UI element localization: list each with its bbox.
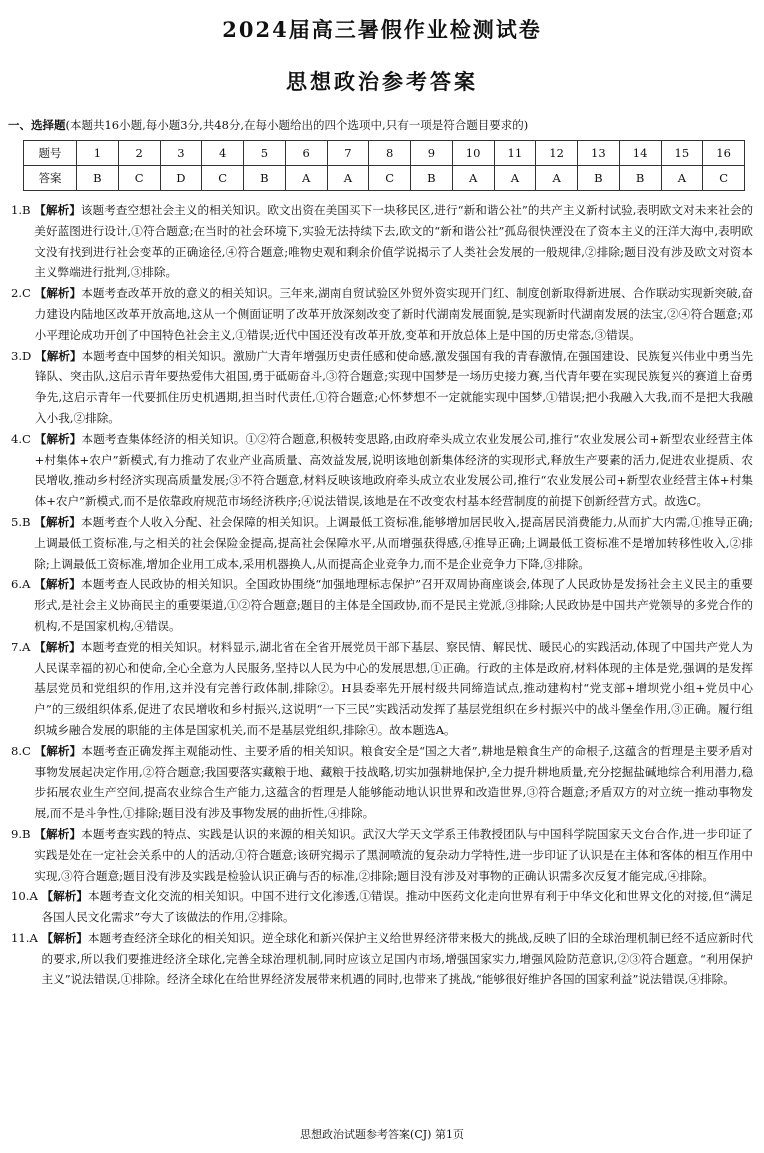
answer-cell: B <box>619 166 661 191</box>
analysis-tag: 【解析】 <box>41 889 89 904</box>
answer-cell: B <box>411 166 453 191</box>
question-number: 11 <box>494 141 536 166</box>
item-number: 5.B <box>11 514 35 529</box>
question-number: 15 <box>661 141 703 166</box>
item-number: 11.A <box>11 930 42 945</box>
item-text: 本题考查实践的特点、实践是认识的来源的相关知识。武汉大学天文学系王伟教授团队与中国科学院国家天文台合作,进一步印证了实践是处在一定社会关系中的人的活动,①符合题意;该研究揭示了黑洞喷流的复杂动力学特性,进一步印证了认识是在主体和客体的相互作用中实现,③符合题意;题目没有涉及实践是检验认识正确与否的标准,②排除;题目没有涉及对事物的正确认识需多次反复才能完成,④排除。 <box>34 826 753 883</box>
item-text: 本题考查集体经济的相关知识。①②符合题意,积极转变思路,由政府牵头成立农业发展公司,推行“农业发展公司+新型农业经营主体+村集体+农户”新模式,有力推动了农业产业高质量、高效益发展,说明该地创新集体经济的实现形式,释放生产要素的活力,促进农业提质、农民增收,推动乡村经济实现高质量发展;③不符合题意,材料反映该地政府牵头成立农业发展公司,推行“农业发展公司+新型农业经营主体+村集体+农户”新模式,而不是依靠政府规范市场经济秩序;④说法错误,该地是在不改变农村基本经营制度的前提下创新经营方式。故选C。 <box>34 431 753 509</box>
explanation-item <box>11 824 753 886</box>
question-number: 13 <box>578 141 620 166</box>
answer-cell: C <box>202 166 244 191</box>
question-number: 7 <box>327 141 369 166</box>
explanation-item <box>11 283 753 345</box>
section-heading <box>8 117 760 133</box>
answer-cell: A <box>452 166 494 191</box>
analysis-tag: 【解析】 <box>34 203 81 217</box>
item-number: 7.A <box>11 639 35 654</box>
section-label: 一、选择题 <box>8 118 66 132</box>
question-number: 3 <box>160 141 202 166</box>
answer-cell: A <box>661 166 703 191</box>
question-number: 10 <box>452 141 494 166</box>
answer-cell: B <box>77 166 119 191</box>
answer-cell: B <box>578 166 620 191</box>
analysis-tag: 【解析】 <box>34 826 82 841</box>
analysis-tag: 【解析】 <box>41 930 88 945</box>
item-text: 本题考查党的相关知识。材料显示,湖北省在全省开展党员干部下基层、察民情、解民忧、暖民心的实践活动,体现了中国共产党人为人民谋幸福的初心和使命,全心全意为人民服务,坚持以人民为中心的发展思想,①正确。行政的主体是政府,材料体现的主体是党,强调的是发挥基层党员和党组织的作用,这并没有完善行政体制,排除②。H县委率先开展村级共同缔造试点,推动建构村“党支部+增坝党小组+党员中心户”的三级组织体系,促进了农民增收和乡村振兴,这说明“一下三民”实践活动发挥了基层党组织在乡村振兴中的战斗堡垒作用,③正确。履行组织城乡融合发展的职能的主体是国家机关,而不是基层党组织,排除④。故本题选A。 <box>34 639 753 737</box>
explanation-item <box>11 886 753 928</box>
item-text: 本题考查个人收入分配、社会保障的相关知识。上调最低工资标准,能够增加居民收入,提高居民消费能力,从而扩大内需,①推导正确;上调最低工资标准,与之相关的社会保险金提高,提高社会保障水平,从而增强获得感,④推导正确;上调最低工资标准不是增加转移性收入,②排除;上调最低工资标准,增加企业用工成本,采用机器换人,从而提高企业竞争力,而不是企业竞争力下降,③排除。 <box>34 514 753 571</box>
analysis-tag: 【解析】 <box>34 743 82 758</box>
answer-key-title: 思想政治参考答案 <box>286 69 478 94</box>
explanation-item <box>11 574 753 636</box>
answer-cell: A <box>327 166 369 191</box>
item-number: 9.B <box>11 826 35 841</box>
question-number-row <box>24 141 745 166</box>
analysis-tag: 【解析】 <box>34 286 82 301</box>
item-number: 2.C <box>11 286 35 301</box>
item-number: 4.C <box>11 431 35 446</box>
section-note: (本题共16小题,每小题3分,共48分,在每小题给出的四个选项中,只有一项是符合题目要求的) <box>65 118 529 132</box>
answer-cell: C <box>703 166 745 191</box>
explanation-item <box>11 741 753 824</box>
answer-table <box>23 140 745 191</box>
row-header-number: 题号 <box>24 141 77 166</box>
answer-cell: B <box>244 166 286 191</box>
analysis-tag: 【解析】 <box>34 431 82 446</box>
explanation-list <box>11 200 753 990</box>
analysis-tag: 【解析】 <box>34 639 81 654</box>
item-text: 该题考查空想社会主义的相关知识。欧文出资在美国买下一块移民区,进行“新和谐公社”的共产主义新村试验,表明欧文对未来社会的美好蓝图进行设计,①符合题意;在当时的社会环境下,实验无法持续下去,欧文的“新和谐公社”孤岛很快湮没在了资本主义的汪洋大海中,表明欧文没有找到进行社会变革的正确途径,④符合题意;唯物史观和剩余价值学说揭示了人类社会发展的一般规律,②排除;题目没有涉及欧文对资本主义弊端进行批判,③排除。 <box>34 203 753 280</box>
item-number: 1.B <box>11 203 35 217</box>
row-header-answer: 答案 <box>24 166 77 191</box>
answer-cell: A <box>536 166 578 191</box>
question-number: 8 <box>369 141 411 166</box>
item-text: 本题考查中国梦的相关知识。激励广大青年增强历史责任感和使命感,激发强国有我的青春激情,在强国建设、民族复兴伟业中勇当先锋队、突击队,这启示青年要热爱伟大祖国,勇于砥砺奋斗,③符合题意;实现中国梦是一场历史接力赛,当代青年要在实现民族复兴的赛道上奋勇争先,这启示青年一代要抓住历史机遇期,担当时代责任,①符合题意;心怀梦想不一定就能实现中国梦,①错误;把小我融入大我,而不是把大我融入小我,②排除。 <box>35 348 753 425</box>
item-text: 本题考查改革开放的意义的相关知识。三年来,湖南自贸试验区外贸外资实现开门红、制度创新取得新进展、合作联动实现新突破,奋力建设内陆地区改革开放高地,这从一个侧面证明了改革开放深刻改变了新时代湖南发展面貌,是实现新时代湖南发展的法宝,②④符合题意;邓小平理论成功开创了中国特色社会主义,①错误;近代中国还没有改革开放,变革和开放总体上是中国的历史常态,③错误。 <box>34 286 753 342</box>
answer-row <box>24 166 745 191</box>
question-number: 4 <box>202 141 244 166</box>
explanation-item <box>11 200 753 283</box>
explanation-item <box>11 928 753 990</box>
question-number: 6 <box>285 141 327 166</box>
explanation-item <box>11 637 753 741</box>
item-text: 本题考查文化交流的相关知识。中国不进行文化渗透,①错误。推动中医药文化走向世界有利于中华文化和世界文化的对接,但“满足各国人民文化需求”夸大了该做法的作用,②排除。 <box>41 889 753 925</box>
answer-cell: C <box>369 166 411 191</box>
answer-cell: C <box>118 166 160 191</box>
question-number: 16 <box>703 141 745 166</box>
item-text: 本题考查人民政协的相关知识。全国政协围绕“加强地理标志保护”召开双周协商座谈会,体现了人民政协是发扬社会主义民主的重要形式,是社会主义协商民主的重要渠道,①②符合题意;题目的主体是全国政协,而不是民主党派,③排除;人民政协是中国共产党领导的多党合作的机构,不是国家机构,④错误。 <box>34 577 753 633</box>
explanation-item <box>11 429 753 512</box>
question-number: 2 <box>118 141 160 166</box>
question-number: 5 <box>244 141 286 166</box>
item-number: 10.A <box>11 889 42 904</box>
page-footer: 思想政治试题参考答案(CJ) 第1页 <box>300 1128 464 1141</box>
question-number: 12 <box>536 141 578 166</box>
explanation-item <box>11 512 753 574</box>
item-number: 6.A <box>11 577 35 592</box>
question-number: 1 <box>77 141 119 166</box>
explanation-item <box>11 346 753 429</box>
analysis-tag: 【解析】 <box>35 348 82 363</box>
answer-cell: A <box>285 166 327 191</box>
item-number: 3.D <box>11 348 36 363</box>
item-text: 本题考查经济全球化的相关知识。逆全球化和新兴保护主义给世界经济带来极大的挑战,反映了旧的全球治理机制已经不适应新时代的要求,所以我们要推进经济全球化,完善全球治理机制,同时应该立足国内市场,增强国家实力,增强风险防范意识,②③符合题意。“利用保护主义”说法错误,①排除。经济全球化在给世界经济发展带来机遇的同时,也带来了挑战,“能够很好维护各国的国家利益”说法错误,④排除。 <box>41 930 753 987</box>
answer-cell: A <box>494 166 536 191</box>
item-number: 8.C <box>11 743 35 758</box>
question-number: 9 <box>411 141 453 166</box>
question-number: 14 <box>619 141 661 166</box>
analysis-tag: 【解析】 <box>34 514 81 529</box>
answer-cell: D <box>160 166 202 191</box>
item-text: 本题考查正确发挥主观能动性、主要矛盾的相关知识。粮食安全是“国之大者”,耕地是粮食生产的命根子,这蕴含的哲理是主要矛盾对事物发展起决定作用,②符合题意;我国要落实藏粮于地、藏粮于技战略,切实加强耕地保护,全力提升耕地质量,充分挖掘盐碱地综合利用潜力,稳步拓展农业生产空间,提高农业综合生产能力,这蕴含的哲理是人能够能动地认识世界和改造世界,③符合题意;矛盾双方的对立统一推动事物发展,而不是斗争性,①排除;题目没有涉及事物发展的曲折性,④排除。 <box>34 743 753 821</box>
analysis-tag: 【解析】 <box>34 577 81 592</box>
exam-title: 2024届高三暑假作业检测试卷 <box>222 17 542 42</box>
